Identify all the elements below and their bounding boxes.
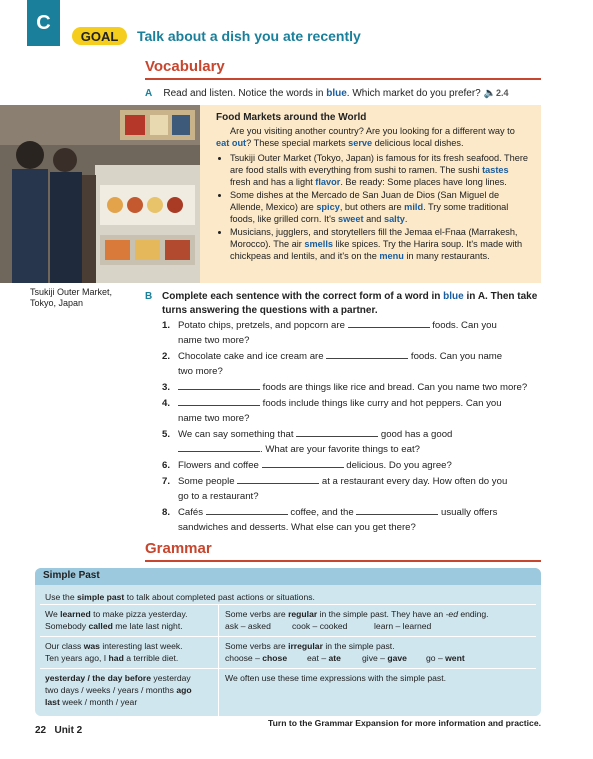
item-text-line2: . What are your favorite things to eat? <box>260 444 420 455</box>
reading-list <box>216 152 529 262</box>
vocabulary-heading: Vocabulary <box>145 58 225 75</box>
answer-blank[interactable] <box>356 505 438 515</box>
grammar-row-divider <box>40 668 536 669</box>
instruction-a-text-end: . Which market do you prefer? <box>346 88 481 99</box>
item-text: usually offers <box>438 507 498 518</box>
ex-text: Ten years ago, I <box>45 653 109 663</box>
reading-intro-text-2: ? These special markets <box>246 138 349 148</box>
item-text-line2: name two more? <box>178 335 250 346</box>
grammar-r2-examples <box>45 640 215 664</box>
item-text: Chocolate cake and ice cream are <box>178 351 327 362</box>
item-number: 3. <box>162 382 171 393</box>
grammar-intro-text: Use the <box>45 592 78 602</box>
bullet-text: . Be ready: Some places have long lines. <box>340 177 507 187</box>
word-salty: salty <box>383 214 405 224</box>
exercise-item-5 <box>162 427 547 457</box>
item-text: foods include things like curry and hot peppers. Can you <box>260 398 502 409</box>
exercise-item-2 <box>162 349 547 379</box>
instruction-b-text <box>162 290 543 318</box>
bullet-text: . Try some traditional foods, like grilled corn. It's <box>230 202 509 224</box>
grammar-r1-examples <box>45 608 215 632</box>
rule-text: ending. <box>457 609 489 619</box>
item-number: 1. <box>162 320 171 331</box>
goal-badge: GOAL <box>72 27 127 45</box>
time-expr-tail: yesterday <box>151 673 191 683</box>
item-text: coffee, and the <box>287 507 357 518</box>
verb-past: gave <box>387 653 407 663</box>
answer-blank[interactable] <box>348 318 430 328</box>
unit-label: Unit 2 <box>54 725 83 736</box>
item-number: 2. <box>162 351 171 362</box>
item-text: We can say something that <box>178 429 297 440</box>
bullet-text: . <box>404 214 408 224</box>
item-text-line2: go to a restaurant? <box>178 491 259 502</box>
time-expr-bold: last <box>45 697 60 707</box>
answer-blank[interactable] <box>296 427 378 437</box>
answer-blank[interactable] <box>206 505 288 515</box>
grammar-intro-text: to talk about completed past actions or situations. <box>124 592 315 602</box>
item-text-line2: sandwiches and desserts. What else can you get there? <box>178 522 416 533</box>
instruction-b-part: . Then take turns answering the questions with a partner. <box>162 291 538 316</box>
grammar-r3-examples <box>45 672 217 708</box>
ex-verb: had <box>108 653 124 663</box>
item-text: Some people <box>178 476 238 487</box>
item-text: foods. Can you <box>429 320 497 331</box>
verb-base: choose – <box>225 653 263 663</box>
rule-text: in the simple past. They have an <box>317 609 446 619</box>
verb-pair <box>307 652 362 664</box>
verb-base: give – <box>362 653 388 663</box>
reading-bullet-tsukiji <box>230 152 529 188</box>
item-text: Flowers and coffee <box>178 460 262 471</box>
bullet-text: Tsukiji Outer Market (Tokyo, Japan) is famous for its fresh seafood. There are food stalls with everything from sushi to ramen. The sushi <box>230 153 529 175</box>
ex-text: Somebody <box>45 621 89 631</box>
grammar-r1-rule <box>225 608 535 632</box>
exercise-item-1 <box>162 318 547 348</box>
item-number: 5. <box>162 429 171 440</box>
verb-pair: cook – cooked <box>292 621 348 631</box>
grammar-expansion-note: Turn to the Grammar Expansion for more information and practice. <box>268 718 541 728</box>
item-text: Potato chips, pretzels, and popcorn are <box>178 320 348 331</box>
verb-past: ate <box>328 653 341 663</box>
grammar-divider <box>145 560 541 562</box>
grammar-box <box>35 568 541 716</box>
exercise-list <box>162 318 547 535</box>
rule-bold: regular <box>288 609 318 619</box>
verb-pair: ask – asked <box>225 621 271 631</box>
grammar-r3-rule: We often use these time expressions with the simple past. <box>225 673 446 683</box>
grammar-intro <box>45 591 315 603</box>
instruction-a <box>145 86 545 101</box>
verb-base: go – <box>426 653 446 663</box>
item-text-line2: two more? <box>178 366 223 377</box>
answer-blank[interactable] <box>178 442 260 452</box>
reading-intro <box>216 125 529 149</box>
exercise-item-7 <box>162 474 547 504</box>
reading-title: Food Markets around the World <box>216 112 367 123</box>
bullet-text: Some dishes at the Mercado de San Juan de Dios (San Miguel de Allende, Mexico) are <box>230 190 500 212</box>
instruction-b <box>145 290 543 318</box>
instruction-b-letter: B <box>145 291 153 302</box>
reading-bullet-jemaa <box>230 226 529 262</box>
exercise-item-4 <box>162 396 547 426</box>
word-spicy: spicy <box>316 202 340 212</box>
item-text-line2: name two more? <box>178 413 250 424</box>
grammar-box-title: Simple Past <box>35 568 541 585</box>
audio-icon[interactable]: 🔈 <box>483 88 496 99</box>
instruction-b-ref: A <box>477 291 486 302</box>
section-letter-tab: C <box>27 0 60 46</box>
market-photo <box>0 105 200 283</box>
answer-blank[interactable] <box>237 474 319 484</box>
word-eat-out: eat out <box>216 138 247 148</box>
word-mild: mild <box>404 202 424 212</box>
instruction-a-blue: blue <box>326 88 347 99</box>
goal-text: Talk about a dish you ate recently <box>137 28 361 44</box>
grammar-r2-rule <box>225 640 535 664</box>
item-text: Cafés <box>178 507 206 518</box>
bullet-text: and <box>363 214 384 224</box>
ex-text: interesting last week. <box>99 641 183 651</box>
item-text: good has a good <box>378 429 453 440</box>
reading-intro-text-3: delicious local dishes. <box>372 138 464 148</box>
page-footer <box>35 725 82 736</box>
photo-caption: Tsukiji Outer Market, Tokyo, Japan <box>30 287 113 308</box>
grammar-intro-bold: simple past <box>77 592 125 602</box>
instruction-b-part: in <box>463 291 478 302</box>
item-text: delicious. Do you agree? <box>343 460 452 471</box>
time-expr: two days / weeks / years / months <box>45 685 177 695</box>
item-number: 4. <box>162 398 171 409</box>
time-expr-bold: ago <box>176 685 192 695</box>
reading-box <box>200 105 541 283</box>
bullet-text: fresh and has a light <box>230 177 316 187</box>
rule-text: Some verbs are <box>225 641 289 651</box>
instruction-a-text: Read and listen. Notice the words in <box>163 88 327 99</box>
ex-text: to make pizza yesterday. <box>90 609 188 619</box>
word-menu: menu <box>379 251 404 261</box>
time-expr: week / month / year <box>59 697 138 707</box>
grammar-row-divider <box>40 604 536 605</box>
grammar-col-divider <box>218 604 219 716</box>
item-number: 6. <box>162 460 171 471</box>
word-serve: serve <box>348 138 373 148</box>
rule-ending: -ed <box>445 609 458 619</box>
verb-pair <box>225 652 307 664</box>
answer-blank[interactable] <box>326 349 408 359</box>
bullet-text: in many restaurants. <box>403 251 490 261</box>
reading-intro-text: Are you visiting another country? Are you looking for a different way to <box>230 126 515 136</box>
word-flavor: flavor <box>315 177 341 187</box>
item-text: foods. Can you name <box>408 351 503 362</box>
verb-pair <box>426 653 465 663</box>
instruction-b-part: Complete each sentence with the correct form of a word in <box>162 291 444 302</box>
time-expr: yesterday / the day before <box>45 673 152 683</box>
item-text: at a restaurant every day. How often do you <box>319 476 508 487</box>
item-number: 8. <box>162 507 171 518</box>
rule-text: Some verbs are <box>225 609 289 619</box>
word-smells: smells <box>304 239 333 249</box>
exercise-item-6 <box>162 458 547 473</box>
ex-text: me late last night. <box>112 621 183 631</box>
ex-text: Our class <box>45 641 84 651</box>
verb-past: chose <box>262 653 288 663</box>
audio-track[interactable]: 2.4 <box>495 88 509 98</box>
answer-blank[interactable] <box>178 396 260 406</box>
reading-bullet-mercado <box>230 189 529 225</box>
verb-pair <box>362 652 426 664</box>
vocabulary-divider <box>145 78 541 80</box>
instruction-a-letter: A <box>145 88 153 99</box>
rule-bold: irregular <box>288 641 323 651</box>
grammar-row-divider <box>40 636 536 637</box>
ex-verb: called <box>88 621 113 631</box>
verb-base: eat – <box>307 653 329 663</box>
ex-verb: was <box>83 641 100 651</box>
rule-text: in the simple past. <box>322 641 395 651</box>
word-sweet: sweet <box>337 214 364 224</box>
answer-blank[interactable] <box>178 380 260 390</box>
word-tastes: tastes <box>482 165 509 175</box>
ex-text: a terrible diet. <box>123 653 179 663</box>
exercise-item-8 <box>162 505 547 535</box>
verb-past: went <box>445 653 465 663</box>
bullet-text: like spices. Try the Harira soup. It's made with chickpeas and lentils, and it's on the <box>230 239 523 261</box>
item-text: foods are things like rice and bread. Can you name two more? <box>260 382 528 393</box>
verb-pair: learn – learned <box>374 621 432 631</box>
bullet-text: , but others are <box>339 202 405 212</box>
bullet-text: Musicians, jugglers, and storytellers fill the Jemaa el-Fnaa (Marrakesh, Morocco). The air <box>230 227 518 249</box>
answer-blank[interactable] <box>262 458 344 468</box>
item-number: 7. <box>162 476 171 487</box>
instruction-b-blue: blue <box>443 291 464 302</box>
exercise-item-3 <box>162 380 547 395</box>
page-number: 22 <box>35 725 47 736</box>
grammar-heading: Grammar <box>145 540 212 557</box>
ex-verb: learned <box>60 609 91 619</box>
ex-text: We <box>45 609 61 619</box>
